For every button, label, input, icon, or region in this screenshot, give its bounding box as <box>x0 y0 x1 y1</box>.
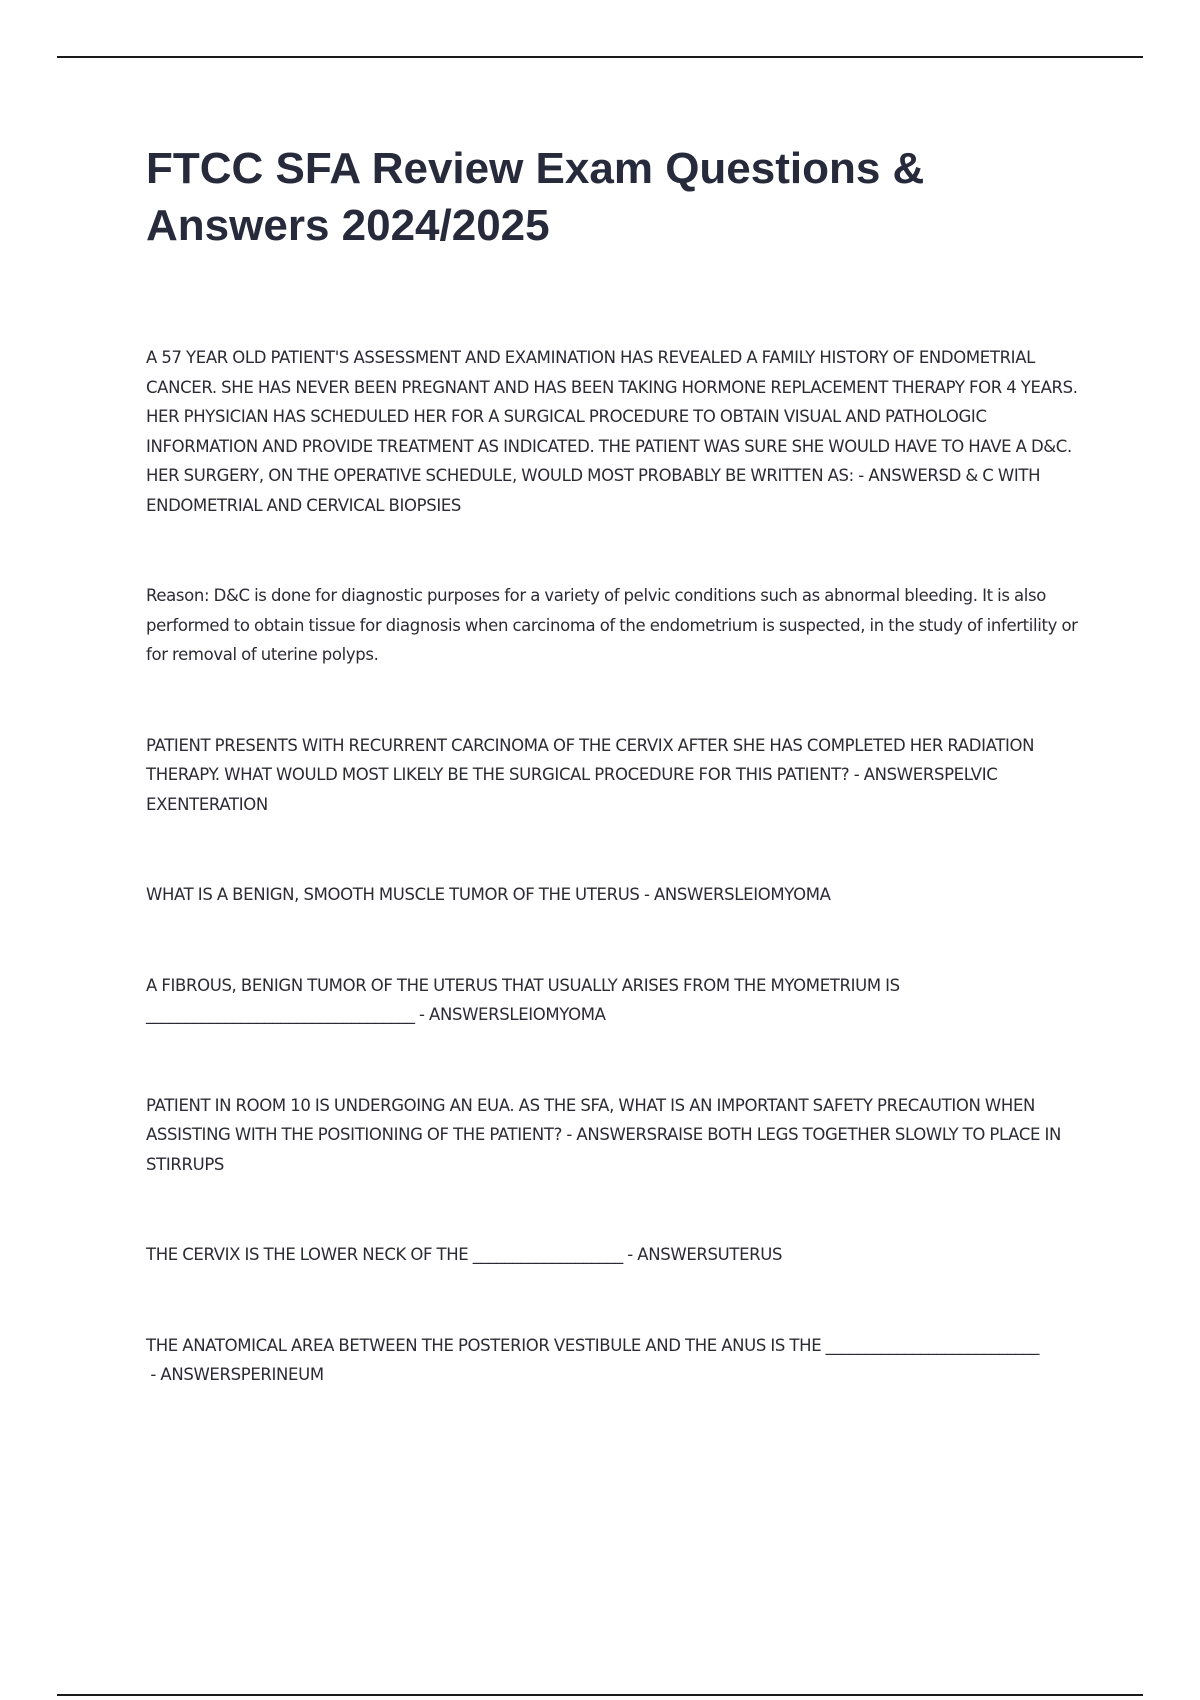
qa-item <box>146 880 1096 910</box>
answer-separator: - <box>849 765 864 784</box>
answer-text: ANSWERSD & C WITH ENDOMETRIAL AND CERVICAL BIOPSIES <box>146 466 1041 515</box>
answer-text: ANSWERSPELVIC EXENTERATION <box>146 765 998 814</box>
document-title: FTCC SFA Review Exam Questions & Answers 2024/2025 <box>146 144 925 250</box>
answer-text: ANSWERSPERINEUM <box>160 1365 324 1384</box>
qa-item <box>146 971 1096 1030</box>
answer-separator: - <box>639 885 654 904</box>
qa-item <box>146 731 1096 820</box>
qa-list <box>146 343 1096 1390</box>
answer-text: ANSWERSRAISE BOTH LEGS TOGETHER SLOWLY TO PLACE IN STIRRUPS <box>146 1125 1061 1174</box>
answer-separator: - <box>146 1365 161 1384</box>
question-text: A 57 YEAR OLD PATIENT'S ASSESSMENT AND EXAMINATION HAS REVEALED A FAMILY HISTORY OF ENDOMETRIAL CANCER. SHE HAS NEVER BEEN PREGNANT AND HAS BEEN TAKING HORMONE REPLACEMENT THERAPY FOR 4 YEARS. HER PHYSICIAN HAS SCHEDULED HER FOR A SURGICAL PROCEDURE TO OBTAIN VISUAL AND PATHOLOGIC INFORMATION AND PROVIDE TREATMENT AS INDICATED. THE PATIENT WAS SURE SHE WOULD HAVE TO HAVE A D&C. HER SURGERY, ON THE OPERATIVE SCHEDULE, WOULD MOST PROBABLY BE WRITTEN AS: <box>146 348 1078 485</box>
question-text: WHAT IS A BENIGN, SMOOTH MUSCLE TUMOR OF THE UTERUS <box>146 885 640 904</box>
question-text: PATIENT IN ROOM 10 IS UNDERGOING AN EUA. AS THE SFA, WHAT IS AN IMPORTANT SAFETY PRECAUTION WHEN ASSISTING WITH THE POSITIONING OF THE PATIENT? <box>146 1095 1036 1144</box>
answer-separator: - <box>853 466 869 485</box>
reason-text: Reason: D&C is done for diagnostic purposes for a variety of pelvic conditions such as abnormal bleeding. It is also performed to obtain tissue for diagnosis when carcinoma of the endometrium is suspected, in the study of infertility or for removal of uterine polyps. <box>146 586 1078 664</box>
question-text: PATIENT PRESENTS WITH RECURRENT CARCINOMA OF THE CERVIX AFTER SHE HAS COMPLETED HER RADIATION THERAPY. WHAT WOULD MOST LIKELY BE THE SURGICAL PROCEDURE FOR THIS PATIENT? <box>146 735 1035 784</box>
question-text: A FIBROUS, BENIGN TUMOR OF THE UTERUS THAT USUALLY ARISES FROM THE MYOMETRIUM IS __________________________________ <box>146 975 900 1024</box>
reason-paragraph <box>146 581 1096 670</box>
qa-item <box>146 1240 1096 1270</box>
answer-separator: - <box>622 1245 638 1264</box>
bottom-divider <box>57 1694 1143 1696</box>
answer-text: ANSWERSLEIOMYOMA <box>429 1005 606 1024</box>
answer-text: ANSWERSUTERUS <box>637 1245 783 1264</box>
answer-text: ANSWERSLEIOMYOMA <box>653 885 831 904</box>
qa-item <box>146 1091 1096 1180</box>
question-text: THE ANATOMICAL AREA BETWEEN THE POSTERIOR VESTIBULE AND THE ANUS IS THE ___________________________ <box>146 1335 1039 1355</box>
document-body <box>146 140 1096 1451</box>
answer-separator: - <box>561 1125 577 1144</box>
top-divider <box>57 56 1143 58</box>
qa-item <box>146 343 1096 520</box>
question-text: THE CERVIX IS THE LOWER NECK OF THE ___________________ <box>146 1245 623 1264</box>
qa-item <box>146 1331 1096 1390</box>
answer-separator: - <box>414 1005 430 1024</box>
